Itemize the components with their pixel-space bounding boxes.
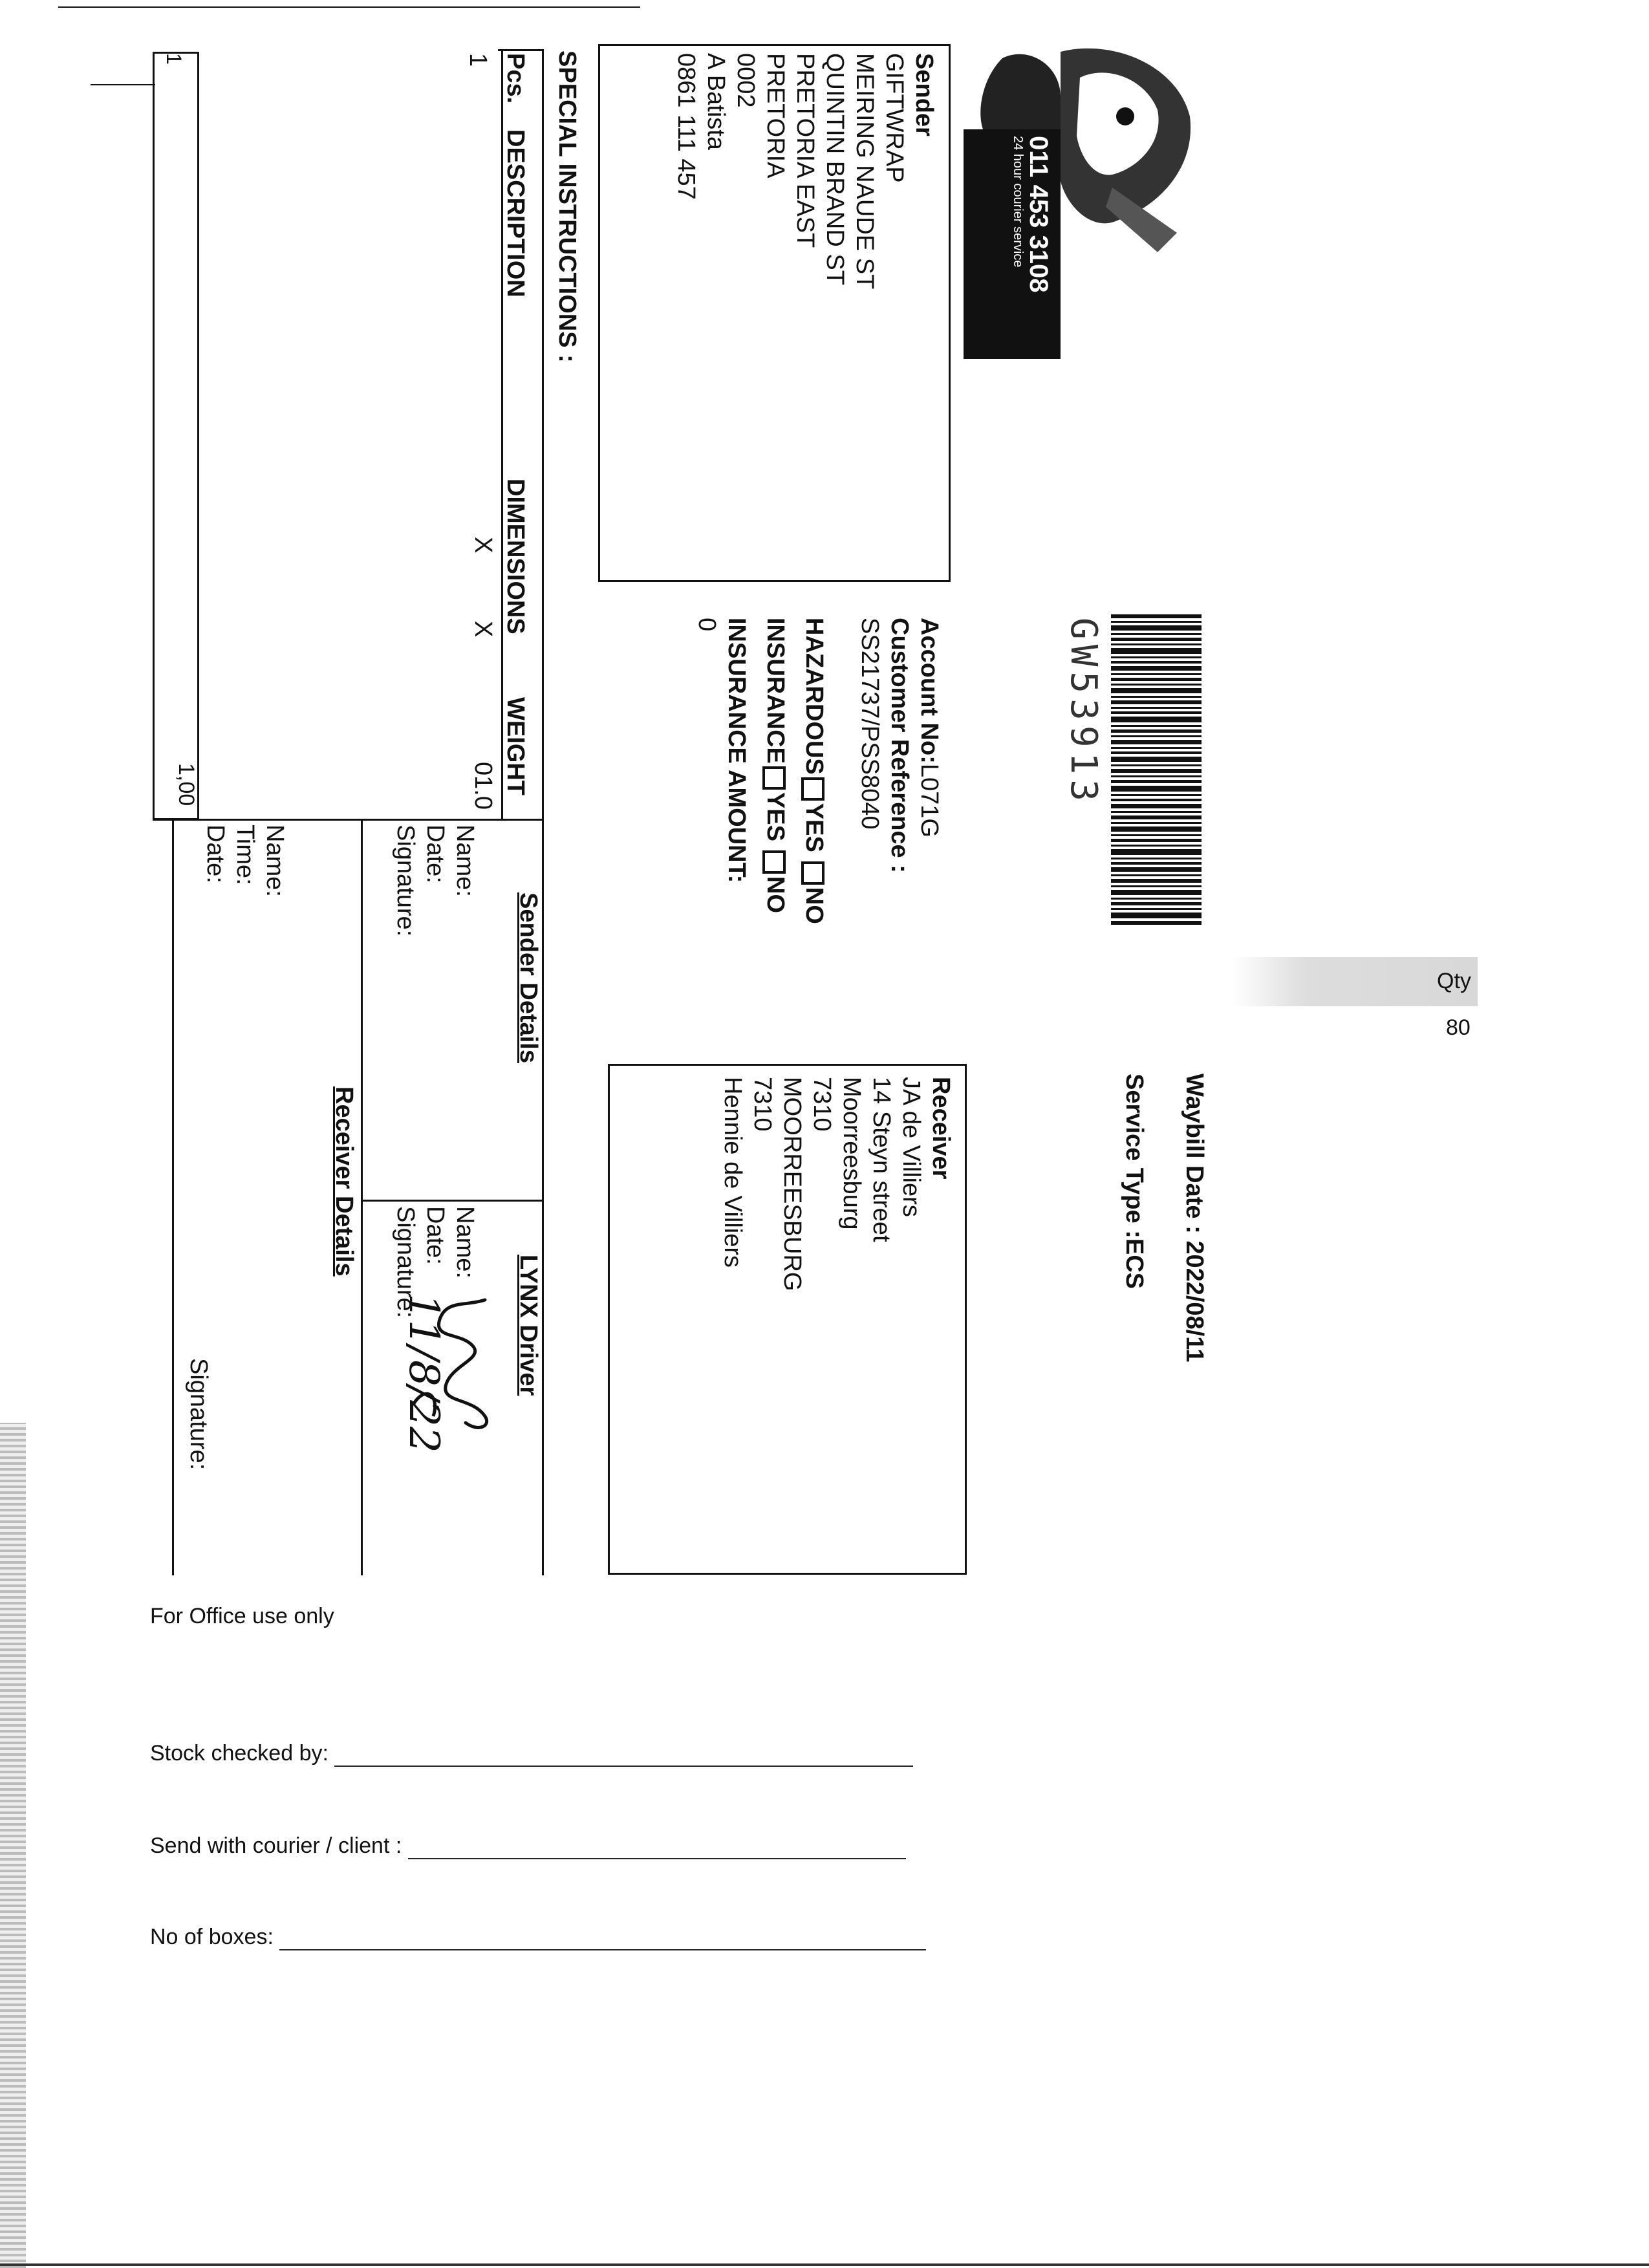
receiver-details-fields <box>200 825 290 1083</box>
boxes-label: No of boxes: <box>150 1925 274 1949</box>
totals-box <box>153 52 199 820</box>
totals-tick-v <box>153 84 154 123</box>
row-pcs: 1 <box>464 53 491 67</box>
lynx-mascot-icon <box>964 39 1196 362</box>
receiver-line: 7310 <box>749 1077 776 1132</box>
col-description-header: DESCRIPTION <box>502 129 529 297</box>
courier-row <box>150 1832 906 1859</box>
courier-label: Send with courier / client : <box>150 1833 402 1858</box>
sender-heading: Sender <box>911 53 938 136</box>
sender-line: A Batista <box>702 53 729 150</box>
driver-date-handwritten: 11/8/22 <box>400 1293 447 1453</box>
boxes-field[interactable] <box>279 1930 926 1950</box>
customer-ref-label: Customer Reference : <box>886 618 913 873</box>
row-weight: 01.0 <box>469 762 497 810</box>
hazardous-no-label: NO <box>801 887 828 924</box>
table-top-border <box>498 49 543 51</box>
totals-tick <box>91 84 155 85</box>
service-type-label: Service Type : <box>1121 1074 1148 1238</box>
col-pcs-header: Pcs. <box>502 53 529 104</box>
barcode-text: GW53913 <box>1062 618 1105 807</box>
sender-line: 0002 <box>732 53 759 108</box>
insurance-yes-label: YES <box>762 792 789 841</box>
sender-details-signature: Signature: <box>392 825 419 937</box>
stock-checked-row <box>150 1740 913 1767</box>
driver-heading: LYNX Driver <box>515 1255 542 1396</box>
receiver-line: JA de Villiers <box>898 1077 925 1217</box>
waybill-date-value: 2022/08/11 <box>1181 1240 1208 1363</box>
account-no-label: Account No: <box>916 618 943 764</box>
stock-checked-label: Stock checked by: <box>150 1741 329 1766</box>
insurance-no-label: NO <box>762 876 789 913</box>
waybill-date <box>1180 1074 1209 1362</box>
receiver-line: Moorreesburg <box>838 1077 865 1230</box>
receiver-line: 7310 <box>808 1077 835 1132</box>
customer-ref-value: SS21737/PSS8040 <box>856 618 883 830</box>
hazardous-yes-label: YES <box>801 803 828 852</box>
hazardous-yes-checkbox[interactable] <box>801 777 824 801</box>
boxes-row <box>150 1923 926 1950</box>
receiver-block <box>718 1077 956 1555</box>
account-no <box>914 618 944 1019</box>
insurance-amount-label: INSURANCE AMOUNT: <box>723 618 750 883</box>
sig-grid-left <box>172 819 174 1575</box>
row-dim-x2: X <box>469 621 497 638</box>
courier-logo <box>964 39 1196 362</box>
courier-field[interactable] <box>408 1839 906 1859</box>
row-dim-x1: X <box>469 537 497 554</box>
account-block <box>692 618 944 1019</box>
sig-grid-divider <box>361 819 363 1575</box>
barcode <box>1111 614 1202 925</box>
driver-name: Name: <box>451 1206 479 1279</box>
receiver-line: 14 Steyn street <box>868 1077 895 1242</box>
hazardous-label: HAZARDOUS <box>801 618 828 775</box>
receiver-details-date: Date: <box>202 825 229 883</box>
sender-line: QUINTIN BRAND ST <box>821 53 848 285</box>
barcode-icon <box>1111 614 1202 925</box>
total-weight: 1,00 <box>174 763 199 806</box>
account-no-value: L071G <box>916 763 943 837</box>
sender-details-fields <box>391 825 480 1083</box>
sender-line: PRETORIA EAST <box>792 53 819 248</box>
sender-details-heading: Sender Details <box>515 892 542 1063</box>
qty-label: Qty <box>1437 969 1471 993</box>
special-instructions-label: SPECIAL INSTRUCTIONS : <box>554 50 581 363</box>
col-dimensions-header: DIMENSIONS <box>502 479 529 634</box>
service-type-value: ECS <box>1121 1238 1148 1290</box>
table-outer-right <box>542 49 544 820</box>
sender-line: 0861 111 457 <box>673 53 700 200</box>
receiver-details-time: Time: <box>232 825 259 885</box>
receiver-line: MOORREESBURG <box>779 1077 806 1291</box>
bottom-scan-line <box>0 2263 1649 2266</box>
service-type <box>1119 1074 1149 1289</box>
receiver-details-heading: Receiver Details <box>330 1086 358 1277</box>
insurance-amount-value: 0 <box>693 618 720 632</box>
sig-grid-top <box>153 819 543 821</box>
sender-line: GIFTWRAP <box>881 53 908 183</box>
qty-value: 80 <box>1446 1015 1471 1040</box>
top-edge-line <box>58 6 640 8</box>
insurance-row <box>751 618 790 1019</box>
driver-signature: Signature: <box>392 1206 419 1319</box>
insurance-yes-checkbox[interactable] <box>762 766 786 790</box>
total-pcs: 1 <box>162 53 186 65</box>
stock-checked-field[interactable] <box>334 1746 913 1767</box>
sender-line: MEIRING NAUDE ST <box>851 53 878 290</box>
hazardous-no-checkbox[interactable] <box>801 861 824 885</box>
driver-date: Date: <box>422 1206 449 1265</box>
receiver-line: Hennie de Villiers <box>719 1077 746 1268</box>
receiver-heading: Receiver <box>927 1077 954 1180</box>
hazardous-row <box>790 618 829 1019</box>
sig-grid-mid <box>362 1200 543 1202</box>
sender-block <box>671 53 939 557</box>
waybill-date-label: Waybill Date : <box>1181 1074 1208 1234</box>
insurance-label: INSURANCE <box>762 618 789 764</box>
insurance-no-checkbox[interactable] <box>762 850 786 874</box>
sender-details-date: Date: <box>422 825 449 883</box>
sender-details-name: Name: <box>451 825 479 897</box>
sender-line: PRETORIA <box>762 53 789 178</box>
left-scan-edge <box>0 1423 26 2268</box>
logo-tagline: 24 hour courier service <box>1011 136 1025 268</box>
office-heading: For Office use only <box>150 1604 334 1628</box>
receiver-details-name: Name: <box>261 825 288 897</box>
receiver-details-signature: Signature: <box>185 1358 212 1471</box>
col-weight-header: WEIGHT <box>502 697 529 795</box>
logo-phone: 011 453 3108 <box>1024 136 1053 293</box>
